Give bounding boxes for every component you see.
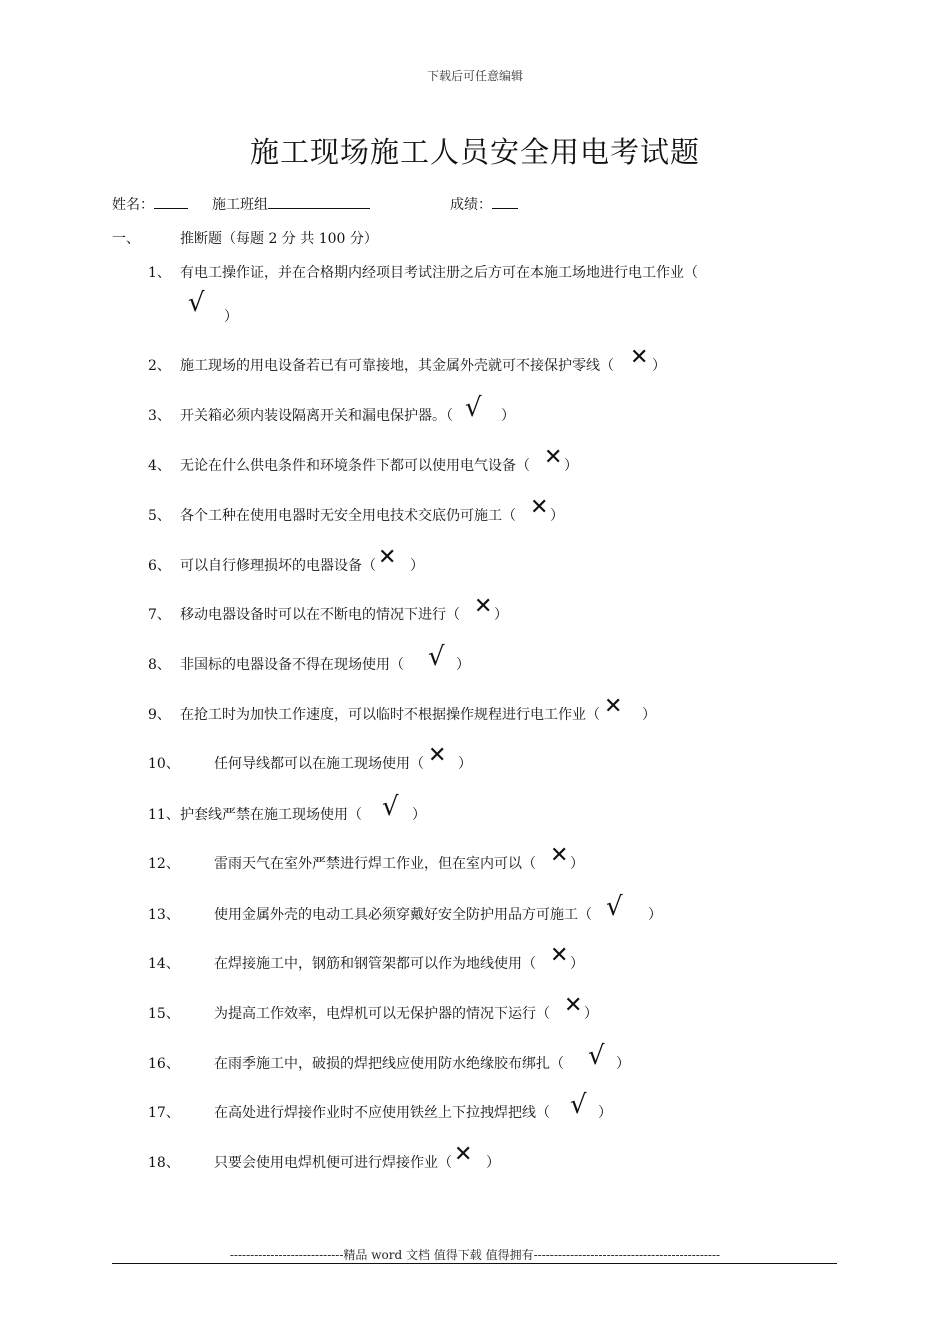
section-title: 推断题（每题 2 分 共 100 分） [180, 231, 378, 247]
closing-paren: ） [410, 558, 424, 574]
cross-mark-icon: ✕ [378, 545, 397, 570]
cross-mark-icon: ✕ [474, 594, 493, 619]
closing-paren: ） [550, 508, 564, 524]
question-text: 无论在什么供电条件和环境条件下都可以使用电气设备（ [180, 458, 530, 474]
question-item [148, 743, 472, 773]
question-item [148, 495, 564, 525]
question-text: 可以自行修理损坏的电器设备（ [180, 558, 376, 574]
question-item [148, 594, 508, 624]
question-item [148, 1041, 630, 1073]
page-title: 施工现场施工人员安全用电考试题 [249, 135, 700, 169]
section-number: 一、 [112, 231, 140, 247]
check-mark-icon: √ [570, 1090, 587, 1120]
question-number: 2、 [148, 358, 171, 374]
closing-paren: ） [570, 856, 584, 872]
header-note: 下载后可任意编辑 [426, 69, 523, 83]
question-item [148, 345, 666, 375]
question-item [148, 262, 698, 325]
question-number: 17、 [148, 1105, 180, 1121]
question-text: 开关箱必须内装设隔离开关和漏电保护器。（ [180, 408, 453, 424]
closing-paren: ） [648, 907, 662, 923]
team-label: 施工班组 [212, 197, 268, 213]
question-item [148, 943, 584, 973]
question-text: 施工现场的用电设备若已有可靠接地，其金属外壳就可不接保护零线（ [180, 358, 614, 374]
question-item [148, 792, 426, 824]
question-text: 各个工种在使用电器时无安全用电技术交底仍可施工（ [180, 508, 516, 524]
question-text: 使用金属外壳的电动工具必须穿戴好安全防护用品方可施工（ [214, 907, 592, 923]
cross-mark-icon: ✕ [454, 1142, 473, 1167]
question-number: 3、 [148, 408, 171, 424]
question-item [148, 892, 662, 924]
question-text: 有电工操作证，并在合格期内经项目考试注册之后方可在本施工场地进行电工作业（ [180, 265, 698, 281]
closing-paren: ） [224, 309, 238, 325]
closing-paren: ） [486, 1155, 500, 1171]
score-field [450, 194, 518, 214]
question-text: 护套线严禁在施工现场使用（ [180, 807, 362, 823]
closing-paren: ） [501, 408, 515, 424]
question-number: 8、 [148, 657, 171, 673]
score-label: 成绩： [450, 197, 492, 213]
closing-paren: ） [412, 807, 426, 823]
question-item [148, 393, 515, 425]
footer-divider [112, 1263, 837, 1264]
cross-mark-icon: ✕ [544, 445, 563, 470]
check-mark-icon: √ [588, 1041, 605, 1071]
team-blank [268, 194, 370, 209]
score-blank [492, 194, 518, 209]
question-item [148, 545, 424, 575]
question-item [148, 843, 584, 873]
question-number: 16、 [148, 1056, 180, 1072]
section-heading [112, 228, 378, 248]
closing-paren: ） [584, 1006, 598, 1022]
cross-mark-icon: ✕ [550, 843, 569, 868]
question-item [148, 993, 598, 1023]
question-item [148, 694, 656, 724]
closing-paren: ） [642, 707, 656, 723]
check-mark-icon: √ [428, 642, 445, 672]
closing-paren: ） [458, 756, 472, 772]
question-item [148, 1142, 500, 1172]
cross-mark-icon: ✕ [530, 495, 549, 520]
closing-paren: ） [616, 1056, 630, 1072]
question-text: 任何导线都可以在施工现场使用（ [214, 756, 424, 772]
question-number: 13、 [148, 907, 180, 923]
question-number: 15、 [148, 1006, 180, 1022]
cross-mark-icon: ✕ [604, 694, 623, 719]
question-text: 移动电器设备时可以在不断电的情况下进行（ [180, 607, 460, 623]
question-text: 为提高工作效率，电焊机可以无保护器的情况下运行（ [214, 1006, 550, 1022]
name-field [112, 194, 188, 214]
question-number: 4、 [148, 458, 171, 474]
question-number: 12、 [148, 856, 180, 872]
question-text: 非国标的电器设备不得在现场使用（ [180, 657, 404, 673]
closing-paren: ） [652, 358, 666, 374]
question-text: 只要会使用电焊机便可进行焊接作业（ [214, 1155, 452, 1171]
name-blank [154, 194, 188, 209]
question-number: 14、 [148, 956, 180, 972]
question-number: 10、 [148, 756, 180, 772]
name-label: 姓名： [112, 197, 154, 213]
question-text: 雷雨天气在室外严禁进行焊工作业，但在室内可以（ [214, 856, 536, 872]
cross-mark-icon: ✕ [630, 345, 649, 370]
question-item [148, 642, 470, 674]
cross-mark-icon: ✕ [564, 993, 583, 1018]
question-text: 在抢工时为加快工作速度，可以临时不根据操作规程进行电工作业（ [180, 707, 600, 723]
cross-mark-icon: ✕ [550, 943, 569, 968]
check-mark-icon: √ [188, 288, 205, 318]
closing-paren: ） [570, 956, 584, 972]
question-text: 在高处进行焊接作业时不应使用铁丝上下拉拽焊把线（ [214, 1105, 550, 1121]
question-number: 7、 [148, 607, 171, 623]
closing-paren: ） [598, 1105, 612, 1121]
closing-paren: ） [564, 458, 578, 474]
question-number: 18、 [148, 1155, 180, 1171]
question-text: 在焊接施工中，钢筋和钢管架都可以作为地线使用（ [214, 956, 536, 972]
footer-text: ----------------------------精品 word 文档 值得下载 值得拥有---------------------------------------------- [229, 1248, 721, 1262]
closing-paren: ） [494, 607, 508, 623]
question-item [148, 1090, 612, 1122]
closing-paren: ） [456, 657, 470, 673]
check-mark-icon: √ [465, 393, 482, 423]
question-item [148, 445, 578, 475]
question-number: 11、 [148, 807, 180, 823]
cross-mark-icon: ✕ [428, 743, 447, 768]
question-text: 在雨季施工中，破损的焊把线应使用防水绝缘胶布绑扎（ [214, 1056, 564, 1072]
question-number: 1、 [148, 265, 171, 281]
question-number: 6、 [148, 558, 171, 574]
check-mark-icon: √ [606, 892, 623, 922]
question-number: 5、 [148, 508, 171, 524]
check-mark-icon: √ [382, 792, 399, 822]
question-number: 9、 [148, 707, 171, 723]
team-field [212, 194, 370, 214]
